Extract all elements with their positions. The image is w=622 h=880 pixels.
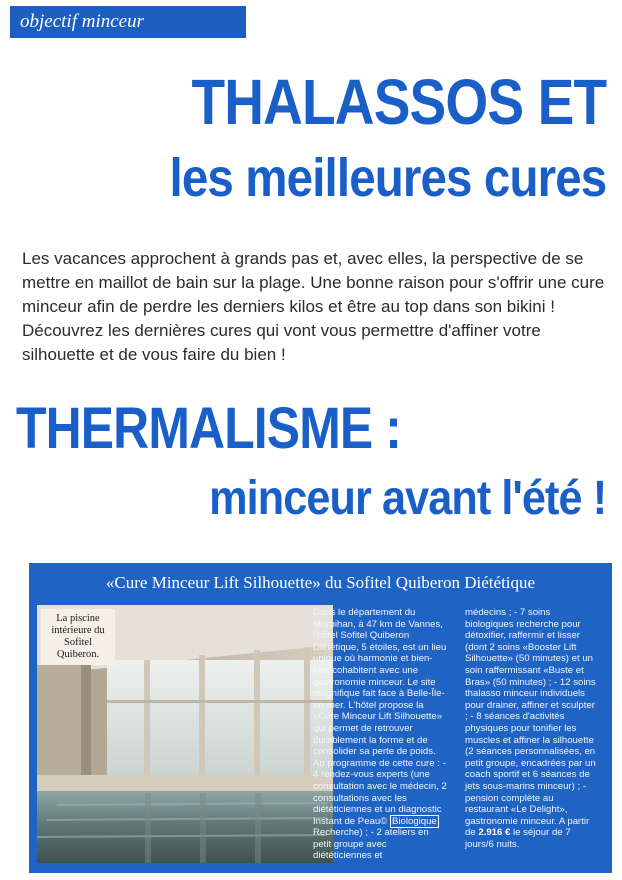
headline-line-2: les meilleures cures [169,148,606,208]
column-2-text: médecins ; - 7 soins biologiques recherche pour détoxifier, raffermir et lisser (dont 2 soins «Booster Lift Silhouette» (50 minutes) et un soin raffermissant «Buste et Bras» (50 minutes) ; - 12 soins thalasso minceur individuels pour drainer, affiner et sculpter ; - 8 séances d'activités physiques pour tonifier les muscles et affiner la silhouette (2 séances personnalisées, en petit groupe, encadrées par un coach sportif et 6 séances de jets sous-marins minceur) ; - pension complète au restaurant «Le Delight», gastronomie minceur. A partir de [465,607,596,839]
photo-caption: La piscine intérieure du Sofitel Quiberon. [41,609,115,665]
article-column-2 [465,607,599,850]
subheadline-line-2: minceur avant l'été ! [208,472,606,525]
intro-paragraph: Les vacances approchent à grands pas et, avec elles, la perspective de se mettre en maillot de bain sur la plage. Une bonne raison pour s'offrir une cure minceur afin de perdre les derniers kilos et être au top dans son bikini ! Découvrez les dernières cures qui vont vous permettre d'affiner votre silhouette et de vous faire du bien ! [22,249,605,364]
highlighted-word: Biologique [391,815,437,827]
column-1-text: Dans le département du Morbihan, à 47 km de Vannes, l'hôtel Sofitel Quiberon Diététique, 5 étoiles, est un lieu unique où harmonie et bien-être cohabitent avec une gastronomie minceur. Le site magnifique fait face à Belle-Île-en-mer. L'hôtel propose la «Cure Minceur Lift Silhouette» qui permet de retrouver durablement la forme et de consolider sa perte de poids. Au programme de cette cure : - 4 rendez-vous experts (une consultation avec le médecin, 2 consultations avec les diététiciennes et un diagnostic Instant de Peau© [313,607,447,827]
article-column-1 [313,607,447,862]
pool-photo [37,605,333,863]
cure-box-title: «Cure Minceur Lift Silhouette» du Sofitel Quiberon Diététique [105,573,536,592]
price: 2.916 € [478,827,511,839]
subheadline-line-1: THERMALISME : [16,396,402,461]
headline-line-1: THALASSOS ET [191,66,606,138]
cure-box [29,563,612,873]
column-2-tail: le séjour de 7 jours/6 nuits. [465,827,571,850]
column-1-tail: Recherche) ; - 2 ateliers en petit groupe avec diététiciennes et [313,827,429,862]
section-tag: objectif minceur [10,6,246,38]
